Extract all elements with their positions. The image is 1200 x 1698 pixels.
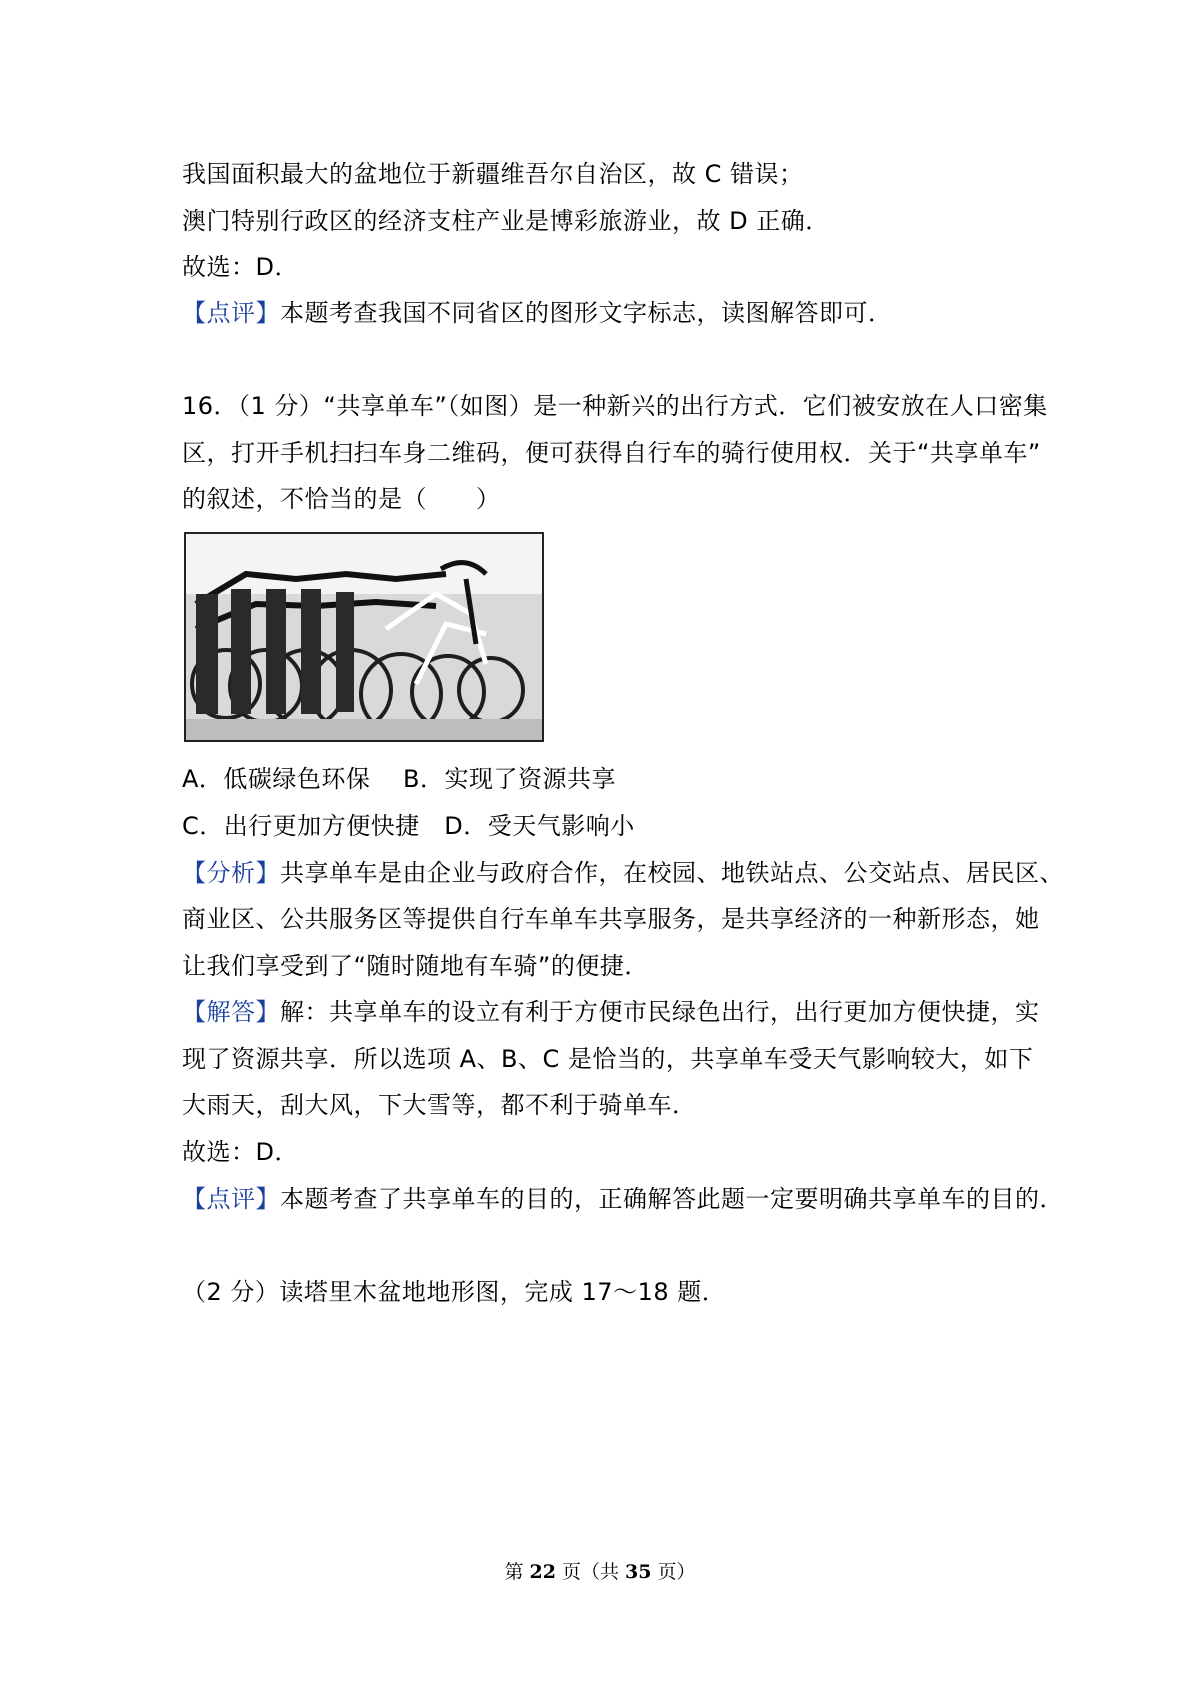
solution-line bbox=[182, 996, 1040, 1028]
question-intro: （2 分）读塔里木盆地地形图，完成 17～18 题． bbox=[182, 1278, 727, 1306]
page-footer bbox=[0, 1557, 1200, 1584]
comment-tag: 【点评】 bbox=[182, 1185, 280, 1213]
comment-text: 本题考查我国不同省区的图形文字标志，读图解答即可． bbox=[280, 299, 893, 327]
footer-suffix: 页） bbox=[651, 1561, 696, 1583]
solution-line: 大雨天，刮大风，下大雪等，都不利于骑单车． bbox=[182, 1091, 697, 1119]
page-total: 35 bbox=[625, 1561, 652, 1583]
analysis-text: 共享单车是由企业与政府合作，在校园、地铁站点、公交站点、居民区、 bbox=[280, 859, 1064, 887]
shared-bikes-photo bbox=[184, 532, 544, 742]
question-stem: 16．（1 分）“共享单车”（如图）是一种新兴的出行方式．它们被安放在人口密集 bbox=[182, 392, 1048, 420]
answer-line: 故选：D． bbox=[182, 253, 299, 281]
page-number: 22 bbox=[529, 1561, 556, 1583]
analysis-line: 商业区、公共服务区等提供自行车单车共享服务，是共享经济的一种新形态，她 bbox=[182, 905, 1040, 933]
comment-line bbox=[182, 297, 893, 329]
footer-prefix: 第 bbox=[504, 1561, 530, 1583]
options-row: A．低碳绿色环保 B．实现了资源共享 bbox=[182, 765, 617, 793]
question-stem: 区，打开手机扫扫车身二维码，便可获得自行车的骑行使用权．关于“共享单车” bbox=[182, 439, 1041, 467]
bike-illustration bbox=[186, 534, 542, 740]
analysis-line bbox=[182, 857, 1064, 889]
footer-middle: 页（共 bbox=[555, 1561, 626, 1583]
solution-line: 现了资源共享．所以选项 A、B、C 是恰当的，共享单车受天气影响较大，如下 bbox=[182, 1045, 1034, 1073]
question-stem: 的叙述，不恰当的是（ ） bbox=[182, 485, 501, 513]
text-line: 澳门特别行政区的经济支柱产业是博彩旅游业，故 D 正确． bbox=[182, 207, 830, 235]
analysis-line: 让我们享受到了“随时随地有车骑”的便捷． bbox=[182, 952, 649, 980]
solution-tag: 【解答】 bbox=[182, 998, 280, 1026]
text-line: 我国面积最大的盆地位于新疆维吾尔自治区，故 C 错误； bbox=[182, 160, 804, 188]
answer-line: 故选：D． bbox=[182, 1138, 299, 1166]
comment-line bbox=[182, 1183, 1064, 1215]
solution-text: 解：共享单车的设立有利于方便市民绿色出行，出行更加方便快捷，实 bbox=[280, 998, 1040, 1026]
comment-tag: 【点评】 bbox=[182, 299, 280, 327]
comment-text: 本题考查了共享单车的目的，正确解答此题一定要明确共享单车的目的． bbox=[280, 1185, 1064, 1213]
analysis-tag: 【分析】 bbox=[182, 859, 280, 887]
options-row: C．出行更加方便快捷 D．受天气影响小 bbox=[182, 812, 635, 840]
